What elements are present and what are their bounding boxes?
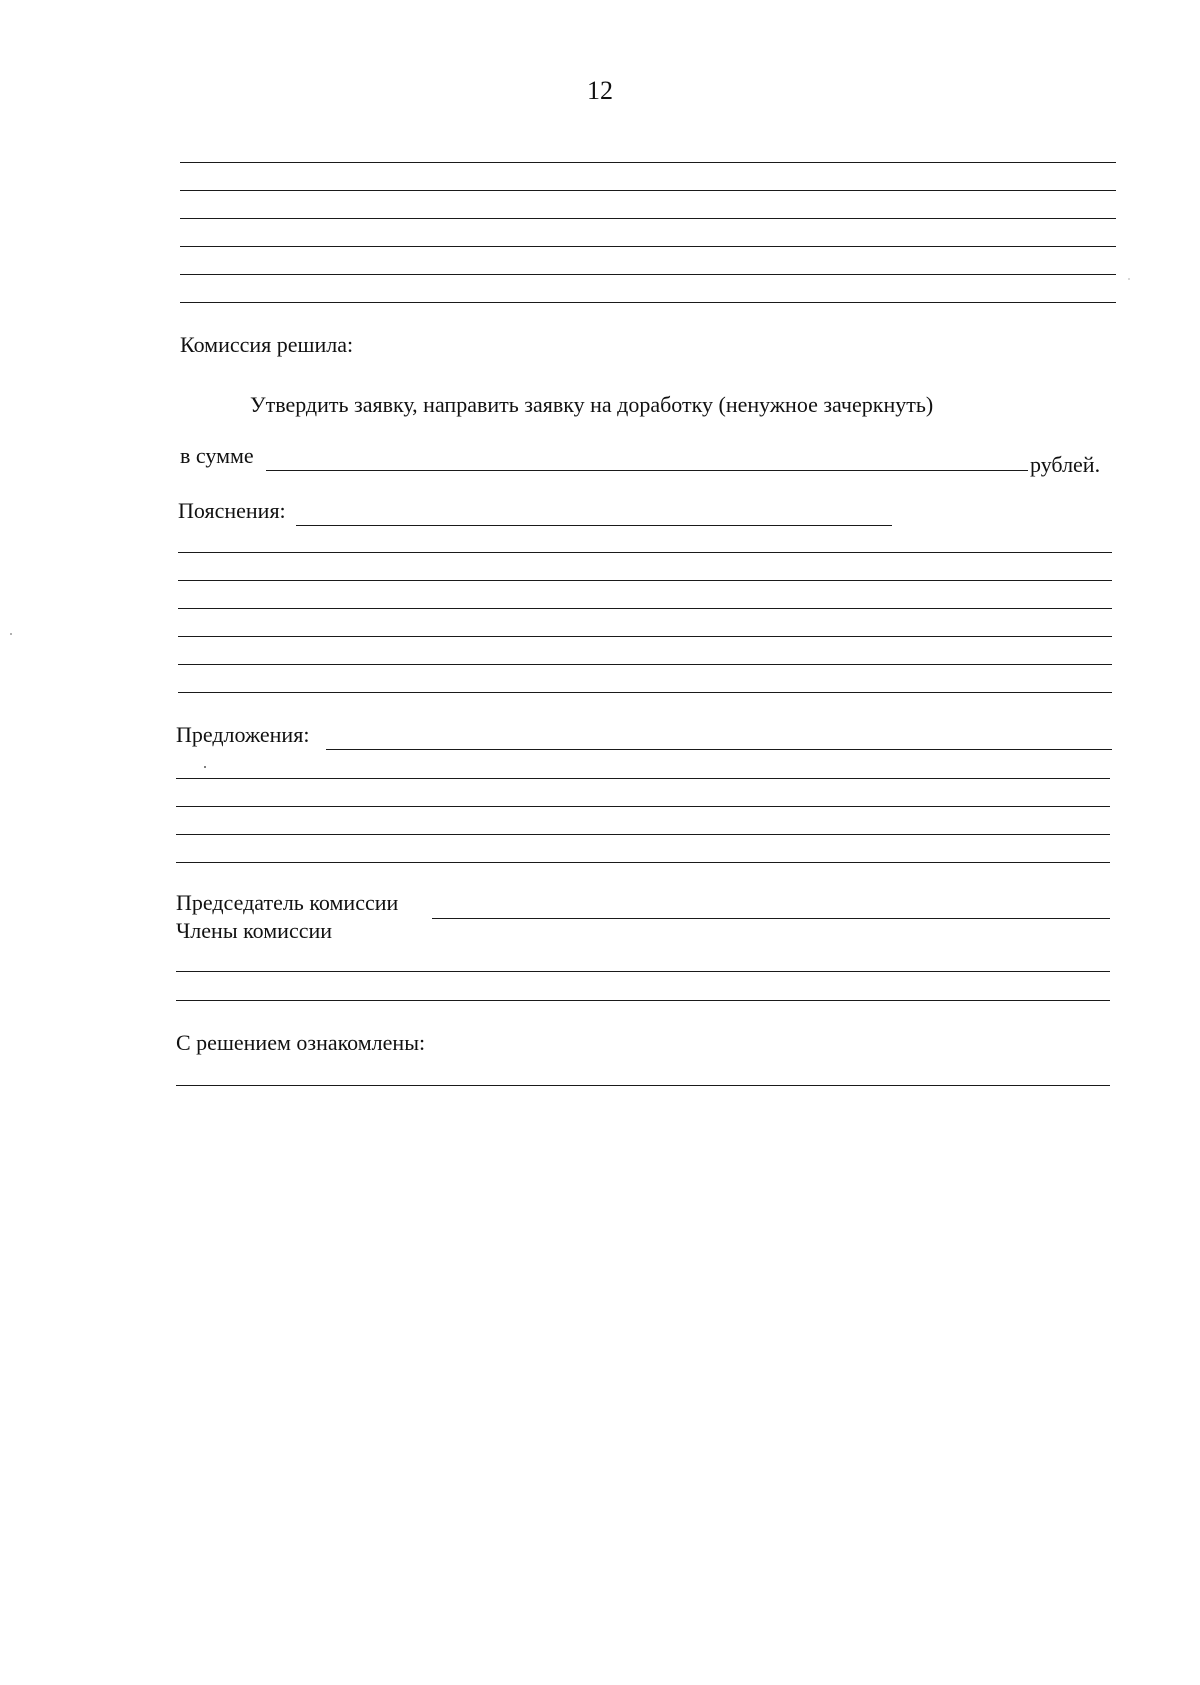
explanations-label: Пояснения: — [178, 498, 286, 523]
blank-line — [176, 971, 1110, 972]
blank-line — [178, 552, 1112, 553]
amount-field-line[interactable] — [266, 470, 1028, 471]
scan-speck — [1128, 278, 1130, 280]
scan-speck — [10, 633, 12, 635]
blank-line — [176, 1085, 1110, 1086]
chairman-signature-line[interactable] — [432, 918, 1110, 919]
chairman-label: Председатель комиссии — [176, 890, 399, 915]
blank-line — [176, 778, 1110, 779]
amount-suffix: рублей. — [1030, 452, 1101, 477]
members-label: Члены комиссии — [176, 918, 333, 943]
blank-line — [180, 218, 1116, 219]
blank-line — [178, 664, 1112, 665]
amount-prefix: в сумме — [180, 443, 254, 468]
blank-line — [180, 302, 1116, 303]
page-number: 12 — [587, 76, 613, 105]
blank-line — [176, 1000, 1110, 1001]
proposals-label: Предложения: — [176, 722, 310, 747]
decision-options-text: Утвердить заявку, направить заявку на доработку (ненужное зачеркнуть) — [250, 392, 934, 417]
blank-line — [178, 692, 1112, 693]
commission-decided-label: Комиссия решила: — [180, 332, 354, 357]
acquainted-label: С решением ознакомлены: — [176, 1030, 426, 1055]
scan-speck — [204, 766, 206, 768]
blank-line — [176, 806, 1110, 807]
blank-line — [180, 190, 1116, 191]
blank-line — [178, 580, 1112, 581]
proposals-field-line[interactable] — [326, 749, 1112, 750]
blank-line — [178, 636, 1112, 637]
explanations-field-line[interactable] — [296, 525, 892, 526]
blank-line — [180, 162, 1116, 163]
blank-line — [176, 834, 1110, 835]
blank-line — [178, 608, 1112, 609]
blank-line — [176, 862, 1110, 863]
blank-line — [180, 274, 1116, 275]
blank-line — [180, 246, 1116, 247]
